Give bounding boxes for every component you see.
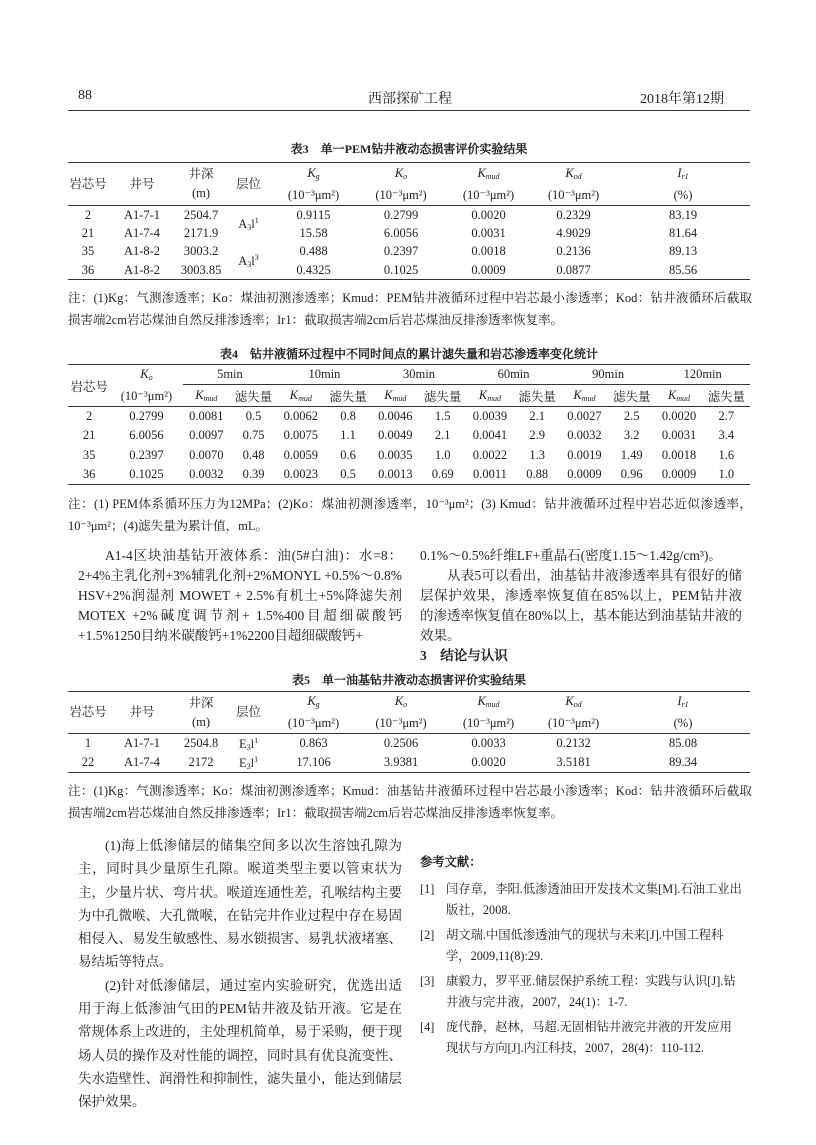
table-cell: 85.08: [668, 736, 698, 750]
table-cell: 0.39: [242, 467, 265, 481]
time-header: 5min: [183, 365, 278, 385]
column-header: [616, 692, 750, 734]
reference-item: [420, 925, 742, 967]
table4: [68, 364, 750, 485]
table-row: [68, 243, 750, 262]
symbol: K: [307, 694, 316, 708]
table-cell: 0.0081: [189, 409, 224, 423]
table-cell: 6.0056: [383, 225, 419, 240]
table-row: [68, 446, 750, 466]
table-cell: 0.5: [245, 409, 262, 423]
table-cell: 0.0027: [567, 409, 602, 423]
symbol: K: [307, 165, 316, 180]
table-cell: 0.0020: [661, 409, 697, 423]
column-header: [616, 163, 750, 206]
page-number: 88: [78, 88, 92, 103]
issue-label: 2018年第12期: [640, 92, 724, 107]
table-cell: 0.0049: [378, 428, 413, 443]
column-header: 滤失量: [608, 385, 655, 407]
table-cell: 21: [81, 225, 95, 240]
table-cell: 0.2136: [556, 244, 591, 259]
table-cell: 0.2397: [383, 244, 419, 259]
table-row: [68, 753, 750, 773]
symbol: K: [477, 694, 486, 708]
column-label: 井深: [188, 167, 214, 181]
column-unit: (m): [191, 714, 211, 729]
reference-item: [420, 1017, 742, 1059]
symbol: K: [565, 694, 574, 708]
table-cell: 81.64: [668, 225, 698, 240]
symbol-subscript: mud: [676, 394, 691, 403]
table-cell: 0.96: [620, 467, 643, 481]
table-cell: 0.0033: [471, 736, 506, 750]
table-cell: 2.1: [434, 428, 451, 443]
table-cell: 0.2397: [129, 447, 164, 462]
reference-text: 胡文瑞.中国低渗透油气的现状与未来[J].中国工程科学，2009,11(8):29.: [446, 928, 724, 963]
conclusions: [78, 834, 402, 1114]
table-cell: 0.69: [431, 467, 454, 481]
table-cell: 0.0070: [189, 447, 224, 462]
column-unit: (10⁻³μm²): [547, 716, 600, 730]
time-header: 90min: [561, 365, 656, 385]
table-cell: 35: [81, 244, 95, 259]
header-divider: [68, 110, 750, 111]
column-header: [356, 692, 446, 734]
symbol: I: [677, 694, 682, 708]
table4-note: 注：(1) PEM体系循环压力为12MPa；(2)Ko：煤油初测渗透率，10⁻³μm²；(3) Kmud：钻井液循环过程中岩芯近似渗透率，10⁻³μm²；(4)滤失量为累计值，mL。: [68, 497, 752, 533]
column-header: [110, 365, 182, 407]
symbol-subscript: g: [315, 700, 320, 709]
reference-number: [1]: [420, 882, 435, 896]
table-cell: 0.2799: [383, 207, 419, 222]
table-row: [68, 224, 750, 243]
table-cell: 1.1: [340, 428, 356, 443]
table-cell: 0.0877: [556, 262, 591, 277]
symbol-subscript: r1: [681, 700, 689, 709]
symbol: K: [573, 388, 582, 402]
column-header: [466, 385, 513, 407]
table3-note: 注：(1)Kg：气测渗透率；Ko：煤油初测渗透率；Kmud：PEM钻井液循环过程中岩芯最小渗透率；Kod：钻井液循环后截取损害端2cm岩芯煤油自然反排渗透率；Ir1：截取损害端2cm后岩芯煤油反排渗透率恢复率。: [68, 291, 752, 327]
symbol: K: [477, 165, 486, 180]
column-header: [561, 385, 608, 407]
symbol: K: [667, 388, 677, 402]
symbol-subscript: mud: [487, 394, 501, 403]
conclusion-1: (1)海上低渗储层的储集空间多以次生溶蚀孔隙为主，同时具少量原生孔隙。喉道类型主要以管束状为主，少量片状、弯片状。喉道连通性差，孔喉结构主要为中孔微喉、大孔微喉，在钻完井作业过程中存在易固相侵入、易发生敏感性、易水锁损害、易乳状液堵塞、易结垢等特点。: [78, 838, 402, 970]
column-unit: (10⁻³μm²): [120, 389, 173, 403]
column-header: [176, 163, 226, 206]
table-cell: 0.0018: [661, 447, 697, 462]
column-header: [68, 163, 108, 206]
column-unit: (10⁻³μm²): [375, 716, 427, 730]
body-right-continuation: 0.1%～0.5%纤维LF+重晶石(密度1.15～1.42g/cm³)。: [420, 548, 722, 563]
column-header: [271, 163, 356, 206]
header-row: [68, 365, 750, 385]
table-cell: 4.9029: [556, 225, 591, 240]
column-label: 岩芯号: [69, 705, 107, 719]
table-cell: 1.6: [718, 447, 735, 462]
table-cell: 0.2799: [129, 409, 164, 423]
table-cell: 2.1: [529, 409, 545, 423]
table-cell: 0.0009: [567, 467, 602, 481]
table-cell: 2504.8: [183, 736, 219, 750]
symbol: K: [394, 694, 404, 708]
symbol: K: [384, 388, 393, 402]
time-header: 10min: [277, 365, 372, 385]
table-cell: 0.2329: [556, 207, 591, 222]
table-cell: 0.2132: [556, 736, 591, 750]
table-cell: 0.8: [340, 409, 356, 423]
table-cell: 2504.7: [183, 207, 219, 222]
table-cell: 0.488: [299, 244, 328, 259]
table-cell: 0.0031: [471, 225, 506, 240]
layer-label: $A_3l^1$: [238, 216, 259, 233]
table-cell: 0.0046: [378, 409, 413, 423]
table-cell: 36: [81, 262, 95, 277]
column-header: [183, 385, 230, 407]
column-header: [446, 163, 531, 206]
symbol-subscript: mud: [485, 700, 500, 709]
table-cell: 0.0020: [471, 755, 506, 769]
table-cell: 0.0009: [661, 467, 697, 481]
column-unit: (10⁻³μm²): [462, 716, 515, 730]
time-header: 60min: [466, 365, 561, 385]
symbol-subscript: mud: [203, 394, 218, 403]
symbol: K: [394, 165, 404, 180]
column-header: [226, 692, 271, 734]
table-cell: 83.19: [668, 207, 698, 222]
symbol-subscript: od: [573, 171, 582, 181]
table-cell: 35: [82, 447, 96, 462]
symbol-subscript: o: [148, 373, 153, 382]
symbol-subscript: g: [315, 171, 320, 181]
table-cell: 0.0013: [378, 467, 413, 481]
column-header: [68, 692, 108, 734]
column-header: [531, 163, 616, 206]
table5-note: 注：(1)Kg：气测渗透率；Ko：煤油初测渗透率；Kmud：油基钻井液循环过程中岩芯最小渗透率；Kod：钻井液循环后截取损害端2cm岩芯煤油自然反排渗透率；Ir1：截取损害端2cm后岩芯煤油反排渗透率恢复率。: [68, 784, 752, 820]
symbol: K: [478, 388, 488, 402]
symbol: K: [140, 367, 149, 381]
symbol-subscript: r1: [681, 171, 689, 181]
table-row: [68, 407, 750, 427]
table-cell: 0.1025: [129, 467, 164, 481]
reference-number: [3]: [420, 974, 435, 988]
table-cell: 0.1025: [383, 262, 419, 277]
column-header: 滤失量: [324, 385, 371, 407]
table-cell: 36: [82, 467, 96, 481]
table-cell: A1-8-2: [123, 244, 161, 259]
table-cell: 3.9381: [383, 755, 419, 769]
table-row: [68, 206, 750, 225]
column-header: 滤失量: [514, 385, 561, 407]
table-row: [68, 465, 750, 485]
table-cell: 0.9115: [296, 207, 331, 222]
table-cell: A1-8-2: [123, 262, 161, 277]
table-cell: 0.0019: [567, 447, 602, 462]
table-row: [68, 426, 750, 446]
table-cell: 0.75: [242, 428, 265, 443]
table-cell: 3003.2: [183, 244, 219, 259]
table-cell: 0.2506: [383, 736, 419, 750]
table-cell: 0.0062: [283, 409, 318, 423]
column-label: 井号: [129, 705, 155, 719]
symbol: K: [195, 388, 204, 402]
symbol: I: [677, 165, 682, 180]
column-header: [176, 692, 226, 734]
table-cell: 2.5: [623, 409, 640, 423]
table5: [68, 691, 750, 773]
reference-number: [2]: [420, 928, 435, 942]
references-heading: 参考文献：: [420, 855, 482, 869]
table-cell: 0.0022: [472, 447, 508, 462]
symbol-subscript: o: [403, 700, 408, 709]
table-cell: A1-7-1: [123, 736, 161, 750]
table-cell: 0.5: [340, 467, 356, 481]
table-cell: [226, 753, 271, 773]
column-unit: (10⁻³μm²): [547, 187, 600, 202]
table-cell: 17.106: [296, 755, 331, 769]
column-header: 滤失量: [230, 385, 277, 407]
table-row: [68, 734, 750, 754]
table-cell: [226, 206, 271, 243]
table-cell: 2171.9: [183, 225, 219, 240]
reference-item: [420, 879, 742, 921]
symbol-subscript: mud: [581, 394, 596, 403]
table-cell: 0.0009: [471, 262, 506, 277]
table-cell: 0.0059: [283, 447, 318, 462]
column-header: [226, 163, 271, 206]
table5-title: 表5 单一油基钻井液动态损害评价实验结果: [291, 673, 526, 687]
table-cell: 0.0011: [472, 467, 507, 481]
table-cell: A1-7-1: [123, 207, 161, 222]
table-cell: 3.2: [623, 428, 640, 443]
table-cell: 0.4325: [296, 262, 331, 277]
table-cell: 1.5: [434, 409, 451, 423]
symbol-subscript: mud: [392, 394, 407, 403]
column-header: [655, 385, 702, 407]
column-unit: (10⁻³μm²): [375, 187, 427, 202]
table3-title: 表3 单一PEM钻井液动态损害评价实验结果: [290, 142, 528, 156]
table-cell: 0.0041: [472, 428, 508, 443]
column-unit: (m): [191, 186, 211, 200]
body-right-column: [420, 546, 742, 666]
table-cell: 21: [82, 428, 96, 443]
column-header: [356, 163, 446, 206]
column-label: 层位: [235, 176, 261, 191]
column-unit: (%): [673, 716, 693, 730]
reference-text: 康毅力，罗平亚.储层保护系统工程：实践与认识[J].钻井液与完井液，2007，24(1)：1-7.: [446, 974, 736, 1009]
table-cell: 0.0039: [472, 409, 508, 423]
column-unit: (%): [673, 187, 693, 202]
time-header: 120min: [655, 365, 750, 385]
column-label: 井深: [188, 695, 214, 710]
column-header: 滤失量: [703, 385, 750, 407]
column-header: 滤失量: [419, 385, 466, 407]
column-header: [531, 692, 616, 734]
table-cell: 1.0: [718, 467, 735, 481]
reference-text: 闫存章，李阳.低渗透油田开发技术文集[M].石油工业出版社，2008.: [446, 882, 742, 917]
table-cell: 0.0018: [471, 244, 506, 259]
column-header: [372, 385, 419, 407]
table-cell: 2: [85, 409, 93, 423]
layer-label: $E_3l^1$: [238, 754, 259, 771]
layer-label: $A_3l^3$: [238, 252, 259, 269]
column-unit: (10⁻³μm²): [462, 187, 515, 202]
table-cell: 0.0075: [283, 428, 318, 443]
table-cell: 0.48: [242, 447, 265, 462]
column-unit: (10⁻³μm²): [287, 716, 340, 730]
table4-title: 表4 钻井液循环过程中不同时间点的累计滤失量和岩芯渗透率变化统计: [219, 347, 598, 361]
table-cell: 1.3: [529, 447, 545, 462]
column-label: 层位: [235, 705, 261, 719]
table-cell: 0.6: [340, 447, 356, 462]
table-cell: 3.4: [718, 428, 735, 443]
table-cell: 0.88: [526, 467, 549, 481]
table-cell: 89.34: [668, 755, 698, 769]
table-cell: 2.9: [529, 428, 545, 443]
table-cell: 0.0020: [471, 207, 506, 222]
column-unit: (10⁻³μm²): [287, 187, 340, 202]
symbol-subscript: mud: [485, 171, 500, 181]
column-header: [108, 692, 176, 734]
table-cell: 22: [81, 755, 95, 769]
reference-item: [420, 971, 742, 1013]
table-cell: 15.58: [299, 225, 328, 240]
layer-label: $E_3l^1$: [238, 735, 259, 752]
column-header: [271, 692, 356, 734]
table3: [68, 162, 750, 280]
header-row: [68, 163, 750, 206]
table-cell: 2: [84, 207, 92, 222]
column-label: 岩芯号: [69, 176, 107, 191]
conclusion-2: (2)针对低渗储层，通过室内实验研究，优选出适用于海上低渗油气田的PEM钻井液及钻开液。它是在常规体系上改进的，主处理机简单，易于采购，便于现场人员的操作及对性能的调控，同时具有优良流变性、失水造壁性、润滑性和抑制性，滤失量小，能达到储层保护效果。: [78, 977, 402, 1110]
table-cell: 89.13: [668, 244, 698, 259]
symbol-subscript: mud: [298, 394, 312, 403]
time-header: 30min: [372, 365, 467, 385]
table-cell: A1-7-4: [123, 755, 161, 769]
table-cell: 1.0: [434, 447, 451, 462]
reference-text: 庞代静，赵林，马超.无固相钻井液完井液的开发应用现状与方向[J].内江科技，2007，28(4)：110-112.: [446, 1020, 732, 1055]
symbol: K: [565, 165, 574, 180]
table-cell: 1: [84, 736, 92, 750]
symbol-subscript: o: [403, 171, 408, 181]
header-row: [68, 692, 750, 734]
journal-name: 西部探矿工程: [368, 92, 452, 107]
column-label: 井号: [129, 176, 155, 191]
symbol: K: [289, 388, 299, 402]
section-heading: 3 结论与认识: [420, 648, 508, 663]
references: [420, 852, 742, 1063]
table-cell: [226, 734, 271, 754]
table-cell: 0.0023: [283, 467, 318, 481]
table-cell: 0.0032: [189, 467, 224, 481]
table-cell: 3003.85: [180, 262, 222, 277]
column-header: 岩芯号: [68, 365, 110, 407]
column-header: [277, 385, 324, 407]
symbol-subscript: od: [573, 700, 582, 709]
column-header: [108, 163, 176, 206]
table-cell: 3.5181: [556, 755, 591, 769]
table-cell: 2.7: [718, 409, 735, 423]
reference-number: [4]: [420, 1020, 435, 1034]
table-cell: 0.0035: [378, 447, 413, 462]
table-cell: 1.49: [620, 447, 643, 462]
column-header: [446, 692, 531, 734]
table-row: [68, 261, 750, 280]
table-cell: 2172: [188, 755, 214, 769]
body-left-paragraph: A1-4区块油基钻开液体系：油(5#白油)：水=8：2+4%主乳化剂+3%辅乳化剂+2%MONYL +0.5%～0.8% HSV+2%润湿剂 MOWET + 2.5%有机土+5%降滤失剂 MOTEX +2%碱度调节剂+ 1.5%400目超细碳酸钙+1.5%1250目纳米碳酸钙+1%2200目超细碳酸钙+: [78, 548, 402, 643]
table-cell: 0.0097: [189, 428, 224, 443]
table-cell: 0.863: [299, 736, 328, 750]
body-right-paragraph: 从表5可以看出，油基钻井液渗透率具有很好的储层保护效果，渗透率恢复值在85%以上，PEM钻井液的渗透率恢复值在80%以上，基本能达到油基钻井液的效果。: [420, 568, 742, 643]
table-cell: [226, 243, 271, 280]
table-cell: 6.0056: [129, 428, 164, 443]
table-cell: 0.0032: [567, 428, 602, 443]
table-cell: A1-7-4: [123, 225, 161, 240]
table-cell: 85.56: [668, 262, 698, 277]
table-cell: 0.0031: [661, 428, 697, 443]
